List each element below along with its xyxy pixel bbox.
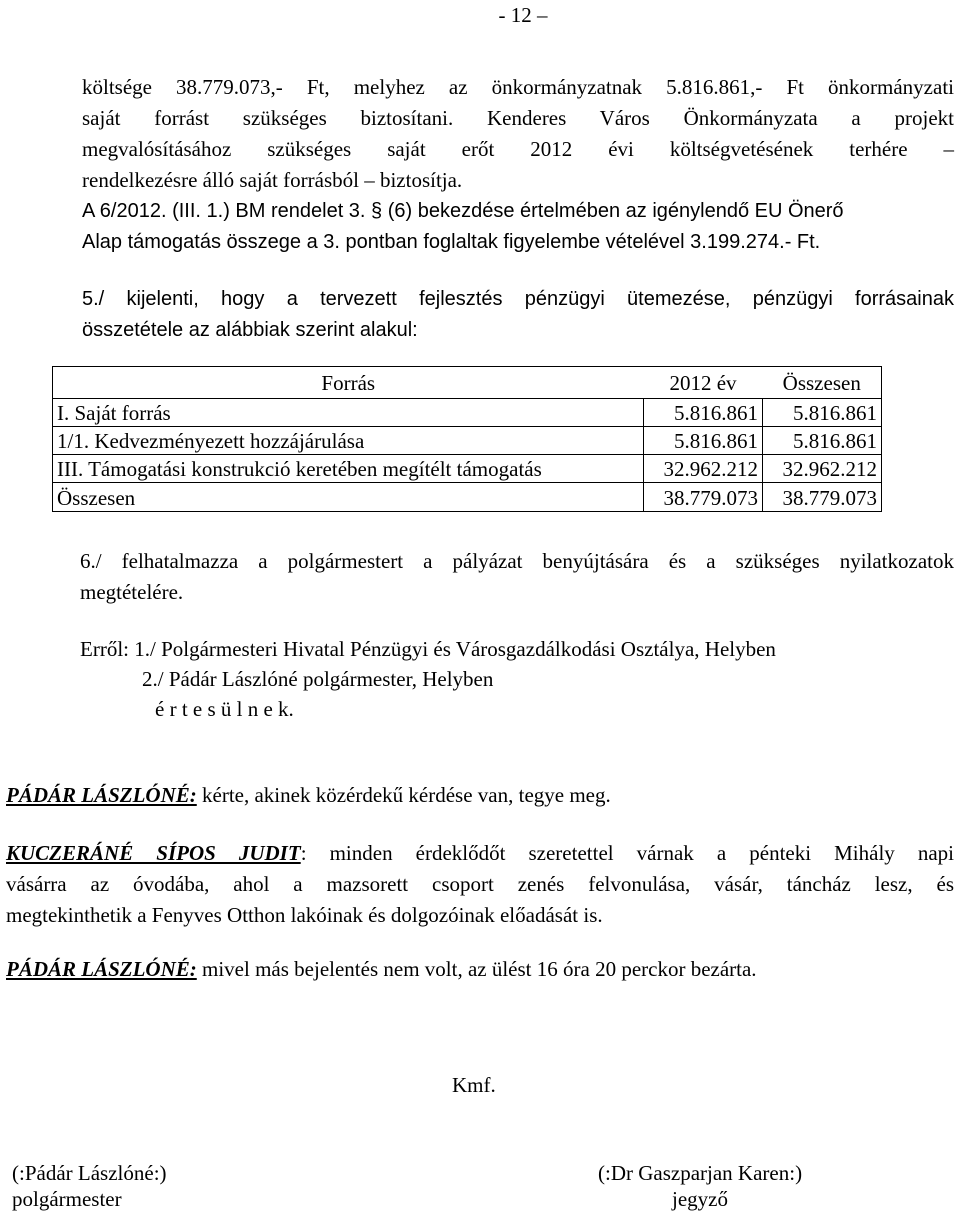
row-total-value: 32.962.212 bbox=[763, 455, 882, 483]
statement-3 bbox=[6, 954, 954, 985]
row-year-value: 5.816.861 bbox=[644, 399, 763, 427]
page-number: - 12 – bbox=[498, 3, 548, 27]
text-line: költsége 38.779.073,- Ft, melyhez az önkormányzatnak 5.816.861,- Ft önkormányzati bbox=[82, 75, 954, 99]
text-line: rendelkezésre álló saját forrásból – biztosítja. bbox=[82, 168, 463, 192]
row-label: 1/1. Kedvezményezett hozzájárulása bbox=[53, 427, 644, 455]
finance-table bbox=[52, 366, 882, 512]
signature-left-name: (:Pádár Lászlóné:) bbox=[12, 1161, 167, 1185]
statement-text: kérte, akinek közérdekű kérdése van, tegye meg. bbox=[196, 783, 611, 807]
table-row bbox=[53, 427, 882, 455]
table-header-row bbox=[53, 367, 882, 399]
text-line-sans: A 6/2012. (III. 1.) BM rendelet 3. § (6) bekezdése értelmében az igénylendő EU Önerő bbox=[82, 200, 844, 222]
paragraph-6 bbox=[80, 546, 954, 608]
row-year-value: 32.962.212 bbox=[644, 455, 763, 483]
row-total-value: 5.816.861 bbox=[763, 427, 882, 455]
statement-1 bbox=[6, 780, 954, 811]
text-line: megtételére. bbox=[80, 580, 184, 604]
table-total-row bbox=[53, 483, 882, 512]
paragraph-cost bbox=[82, 72, 954, 258]
row-label: I. Saját forrás bbox=[53, 399, 644, 427]
text-line-sans: Alap támogatás összege a 3. pontban foglaltak figyelembe vételével 3.199.274.- Ft. bbox=[82, 231, 821, 253]
signature-right-name: (:Dr Gaszparjan Karen:) bbox=[598, 1161, 803, 1185]
statement-2 bbox=[6, 838, 954, 931]
speaker-name: PÁDÁR LÁSZLÓNÉ: bbox=[6, 783, 197, 807]
total-sum-value: 38.779.073 bbox=[763, 483, 882, 512]
text-line-first bbox=[6, 838, 954, 869]
header-year: 2012 év bbox=[644, 367, 763, 399]
speaker-name: KUCZERÁNÉ SÍPOS JUDIT bbox=[6, 841, 301, 865]
notify-line-3: é r t e s ü l n e k. bbox=[155, 697, 294, 721]
row-label: III. Támogatási konstrukció keretében megítélt támogatás bbox=[53, 455, 644, 483]
total-label: Összesen bbox=[53, 483, 644, 512]
row-total-value: 5.816.861 bbox=[763, 399, 882, 427]
signature-left-title: polgármester bbox=[12, 1187, 122, 1211]
statement-text: : minden érdeklődőt szeretettel várnak a pénteki Mihály napi bbox=[300, 841, 954, 865]
statement-text: mivel más bejelentés nem volt, az ülést 16 óra 20 perckor bezárta. bbox=[196, 957, 757, 981]
speaker-name: PÁDÁR LÁSZLÓNÉ: bbox=[6, 957, 197, 981]
text-line: saját forrást szükséges biztosítani. Kenderes Város Önkormányzata a projekt bbox=[82, 106, 954, 130]
notify-line-2: 2./ Pádár Lászlóné polgármester, Helyben bbox=[142, 667, 494, 691]
text-line: megtekinthetik a Fenyves Otthon lakóinak és dolgozóinak előadását is. bbox=[6, 903, 603, 927]
table-row bbox=[53, 399, 882, 427]
row-year-value: 5.816.861 bbox=[644, 427, 763, 455]
total-year-value: 38.779.073 bbox=[644, 483, 763, 512]
signature-right-title: jegyző bbox=[672, 1187, 728, 1211]
text-line-sans: 5./ kijelenti, hogy a tervezett fejlesztés pénzügyi ütemezése, pénzügyi forrásainak bbox=[82, 288, 954, 310]
text-line: 6./ felhatalmazza a polgármestert a pályázat benyújtására és a szükséges nyilatkozatok bbox=[80, 549, 954, 573]
header-total: Összesen bbox=[763, 367, 882, 399]
header-source: Forrás bbox=[53, 367, 644, 399]
table-row bbox=[53, 455, 882, 483]
text-line: megvalósításához szükséges saját erőt 2012 évi költségvetésének terhére – bbox=[82, 137, 954, 161]
text-line-sans: összetétele az alábbiak szerint alakul: bbox=[82, 319, 418, 341]
paragraph-5 bbox=[82, 284, 954, 346]
text-line: vásárra az óvodába, ahol a mazsorett csoport zenés felvonulása, vásár, táncház lesz, és bbox=[6, 872, 954, 896]
kmf-label: Kmf. bbox=[452, 1073, 496, 1097]
notify-line-1: Erről: 1./ Polgármesteri Hivatal Pénzügyi és Városgazdálkodási Osztálya, Helyben bbox=[80, 637, 776, 661]
